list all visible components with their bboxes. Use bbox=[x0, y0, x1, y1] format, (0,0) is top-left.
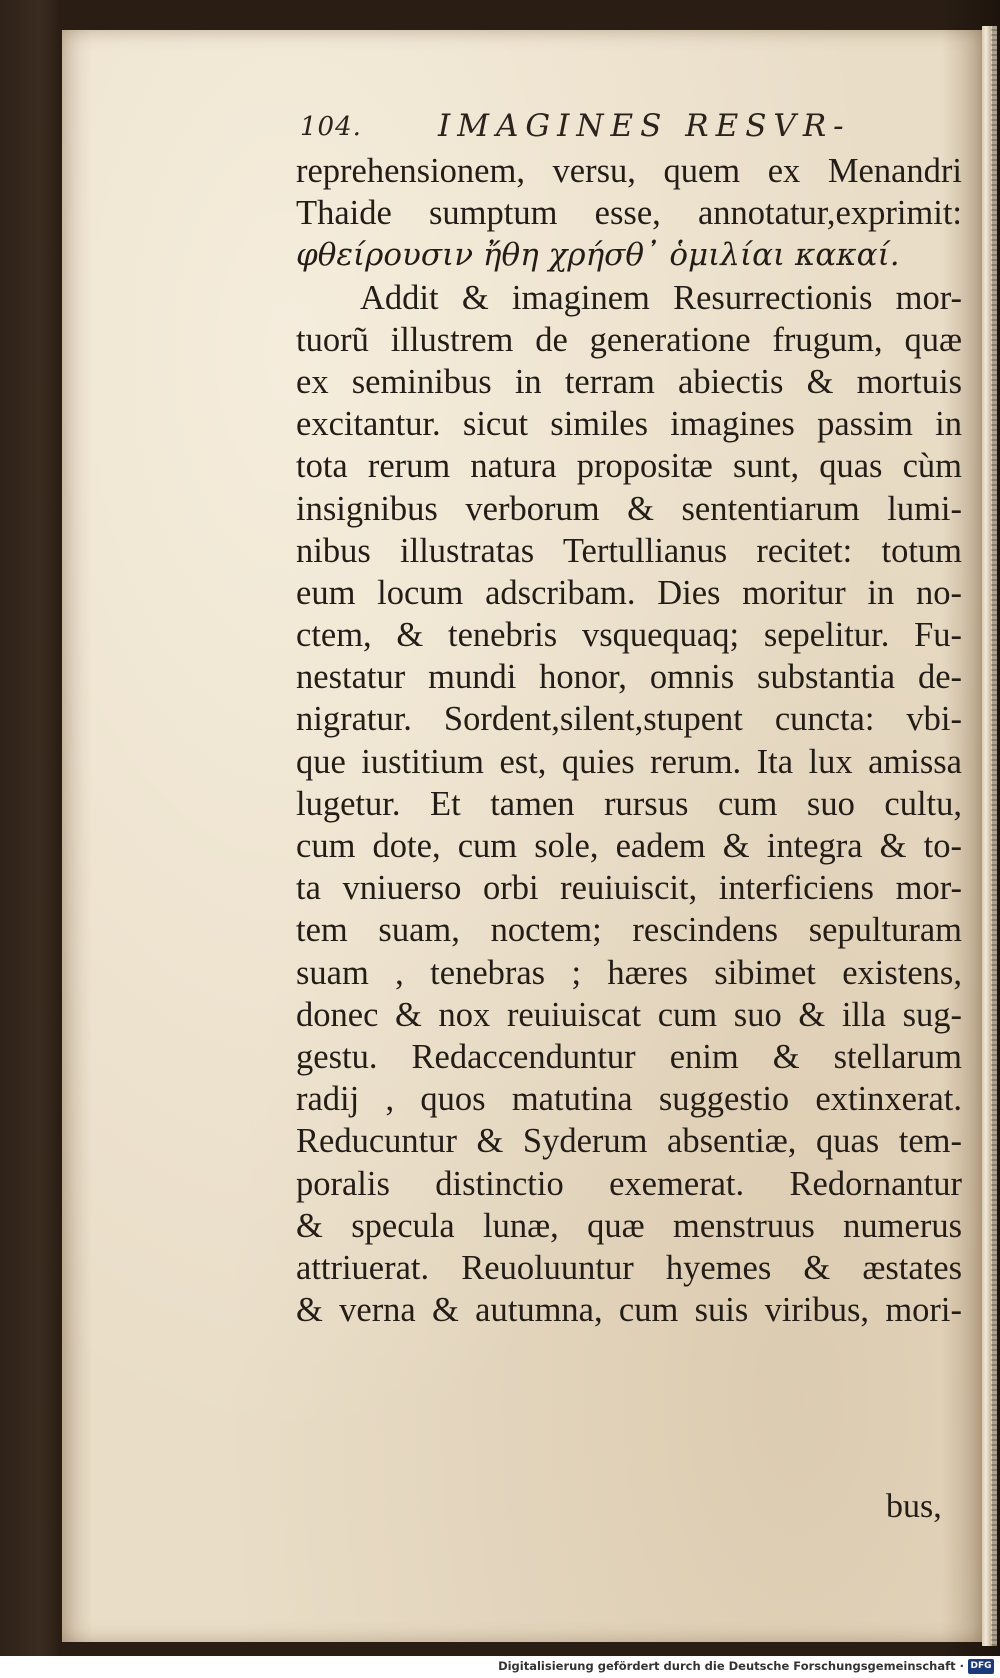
text-line: ta vniuerso orbi reuiuiscit, interficiens mor- bbox=[296, 869, 962, 908]
catchword: bus, bbox=[886, 1488, 942, 1525]
text-line: tem suam, noctem; rescindens sepulturam bbox=[296, 911, 962, 950]
text-line: nestatur mundi honor, omnis substantia de- bbox=[296, 658, 962, 697]
text-line: poralis distinctio exemerat. Redornantur bbox=[296, 1164, 962, 1203]
text-line: attriuerat. Reuoluuntur hyemes & æstates bbox=[296, 1248, 962, 1287]
text-line: lugetur. Et tamen rursus cum suo cultu, bbox=[296, 784, 962, 823]
text-line: gestu. Redaccenduntur enim & stellarum bbox=[296, 1037, 962, 1076]
text-line: Thaide sumptum esse, annotatur,exprimit: bbox=[296, 194, 962, 233]
text-line: tota rerum natura propositæ sunt, quas cùm bbox=[296, 447, 962, 486]
text-line: eum locum adscribam. Dies moritur in no- bbox=[296, 573, 962, 612]
text-line: cum dote, cum sole, eadem & integra & to- bbox=[296, 827, 962, 865]
text-line: donec & nox reuiuiscat cum suo & illa sug- bbox=[296, 995, 962, 1034]
page-number: 104. bbox=[300, 112, 362, 142]
running-title: IMAGINES RESVR- bbox=[438, 108, 851, 144]
paragraph-start-line: Addit & imaginem Resurrectionis mor- bbox=[360, 278, 962, 317]
text-line: radij , quos matutina suggestio extinxerat. bbox=[296, 1080, 962, 1119]
text-line: que iustitium est, quies rerum. Ita lux amissa bbox=[296, 742, 962, 781]
text-line: excitantur. sicut similes imagines passim in bbox=[296, 405, 962, 444]
running-head bbox=[300, 108, 851, 152]
text-line: nibus illustratas Tertullianus recitet: totum bbox=[296, 531, 962, 570]
text-line: ex seminibus in terram abiectis & mortuis bbox=[296, 362, 962, 401]
text-line: & specula lunæ, quæ menstruus numerus bbox=[296, 1206, 962, 1245]
digitization-credit: Digitalisierung gefördert durch die Deutsche Forschungsgemeinschaft · bbox=[498, 1659, 964, 1673]
text-line: Reducuntur & Syderum absentiæ, quas tem- bbox=[296, 1122, 962, 1161]
text-line: tuorũ illustrem de generatione frugum, quæ bbox=[296, 320, 962, 359]
text-line: suam , tenebras ; hæres sibimet existens, bbox=[296, 953, 962, 992]
text-line: ctem, & tenebris vsquequaq; sepelitur. Fu- bbox=[296, 616, 962, 655]
text-line: insignibus verborum & sententiarum lumi- bbox=[296, 489, 962, 528]
text-line: nigratur. Sordent,silent,stupent cuncta: vbi- bbox=[296, 700, 962, 739]
text-line: reprehensionem, versu, quem ex Menandri bbox=[296, 152, 962, 190]
text-line: & verna & autumna, cum suis viribus, mori- bbox=[296, 1291, 962, 1330]
page-edge-texture bbox=[991, 26, 997, 1646]
greek-quotation-line: φθείρουσιν ἤθη χρήσθ᾽ ὁμιλίαι κακαί. bbox=[296, 237, 900, 274]
dfg-logo: DFG bbox=[968, 1659, 994, 1674]
body-text bbox=[296, 150, 962, 1331]
